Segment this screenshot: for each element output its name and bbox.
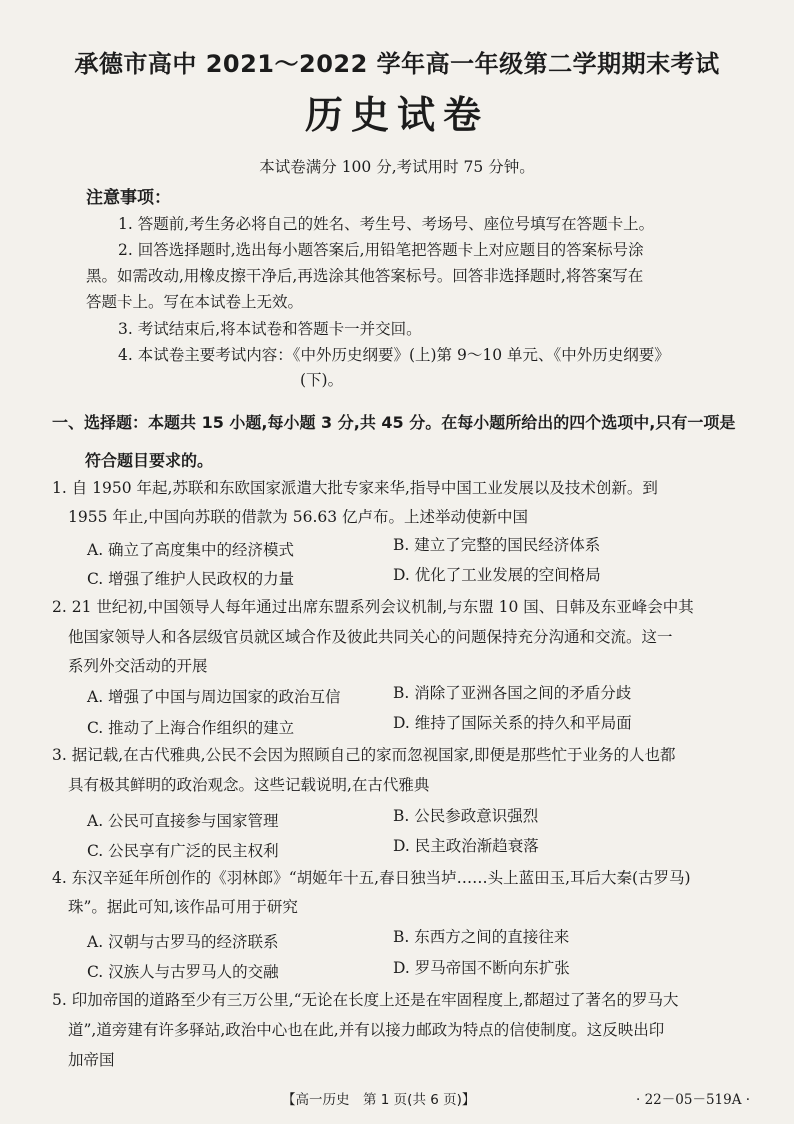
- notice-line: 答题卡上。写在本试卷上无效。: [86, 293, 304, 311]
- question-2-option-a: A. 增强了中国与周边国家的政治互信: [87, 688, 341, 706]
- question-2-option-b: B. 消除了亚洲各国之间的矛盾分歧: [393, 684, 632, 702]
- question-4-stem: 珠”。据此可知,该作品可用于研究: [68, 898, 298, 916]
- question-2-option-c: C. 推动了上海合作组织的建立: [87, 719, 295, 737]
- notice-line: 2. 回答选择题时,选出每小题答案后,用铅笔把答题卡上对应题目的答案标号涂: [118, 241, 644, 259]
- question-2-stem: 系列外交活动的开展: [68, 657, 208, 675]
- score-line: 本试卷满分 100 分,考试用时 75 分钟。: [259, 158, 535, 176]
- section-heading-cont: 符合题目要求的。: [85, 451, 214, 470]
- question-3-option-c: C. 公民享有广泛的民主权利: [87, 842, 279, 860]
- section-heading: 一、选择题：本题共 15 小题,每小题 3 分,共 45 分。在每小题所给出的四个选项中,只有一项是: [52, 413, 736, 432]
- notice-line: 3. 考试结束后,将本试卷和答题卡一并交回。: [118, 320, 422, 338]
- question-3-stem: 具有极其鲜明的政治观念。这些记载说明,在古代雅典: [68, 776, 430, 794]
- question-4-option-b: B. 东西方之间的直接往来: [393, 928, 570, 946]
- exam-title: 承德市高中 2021～2022 学年高一年级第二学期期末考试: [74, 50, 720, 78]
- question-2-option-d: D. 维持了国际关系的持久和平局面: [393, 714, 632, 732]
- notice-line: 4. 本试卷主要考试内容：《中外历史纲要》(上)第 9～10 单元、《中外历史纲要》: [118, 346, 670, 364]
- footer-page-info: 【高一历史 第 1 页(共 6 页)】: [282, 1092, 476, 1108]
- question-1-option-a: A. 确立了高度集中的经济模式: [87, 541, 295, 559]
- question-3-option-b: B. 公民参政意识强烈: [393, 807, 539, 825]
- question-3-option-d: D. 民主政治渐趋衰落: [393, 837, 539, 855]
- notice-line: (下)。: [300, 371, 344, 389]
- footer-code: · 22－05－519A ·: [636, 1092, 751, 1108]
- notice-line: 黑。如需改动,用橡皮擦干净后,再选涂其他答案标号。回答非选择题时,将答案写在: [86, 267, 644, 285]
- question-2-stem: 他国家领导人和各层级官员就区域合作及彼此共同关心的问题保持充分沟通和交流。这一: [68, 628, 673, 646]
- exam-subtitle: 历史试卷: [304, 93, 489, 137]
- question-1-stem: 1. 自 1950 年起,苏联和东欧国家派遣大批专家来华,指导中国工业发展以及技术创新。到: [52, 479, 658, 497]
- question-5-stem: 加帝国: [68, 1051, 115, 1069]
- question-3-stem: 3. 据记载,在古代雅典,公民不会因为照顾自己的家而忽视国家,即便是那些忙于业务的人也都: [52, 746, 676, 764]
- question-4-option-a: A. 汉朝与古罗马的经济联系: [87, 933, 279, 951]
- question-4-stem: 4. 东汉辛延年所创作的《羽林郎》“胡姬年十五,春日独当垆……头上蓝田玉,耳后大秦(古罗马): [52, 869, 691, 887]
- question-5-stem: 5. 印加帝国的道路至少有三万公里,“无论在长度上还是在牢固程度上,都超过了著名的罗马大: [52, 991, 679, 1009]
- question-3-option-a: A. 公民可直接参与国家管理: [87, 812, 279, 830]
- question-4-option-c: C. 汉族人与古罗马人的交融: [87, 963, 279, 981]
- question-5-stem: 道”,道旁建有许多驿站,政治中心也在此,并有以接力邮政为特点的信使制度。这反映出印: [68, 1021, 665, 1039]
- question-4-option-d: D. 罗马帝国不断向东扩张: [393, 959, 570, 977]
- question-1-option-c: C. 增强了维护人民政权的力量: [87, 570, 295, 588]
- notice-line: 1. 答题前,考生务必将自己的姓名、考生号、考场号、座位号填写在答题卡上。: [118, 215, 655, 233]
- question-1-stem: 1955 年止,中国向苏联的借款为 56.63 亿卢布。上述举动使新中国: [68, 508, 529, 526]
- question-2-stem: 2. 21 世纪初,中国领导人每年通过出席东盟系列会议机制,与东盟 10 国、日韩及东亚峰会中其: [52, 598, 694, 616]
- question-1-option-b: B. 建立了完整的国民经济体系: [393, 536, 601, 554]
- question-1-option-d: D. 优化了工业发展的空间格局: [393, 566, 601, 584]
- notice-heading: 注意事项：: [86, 188, 171, 208]
